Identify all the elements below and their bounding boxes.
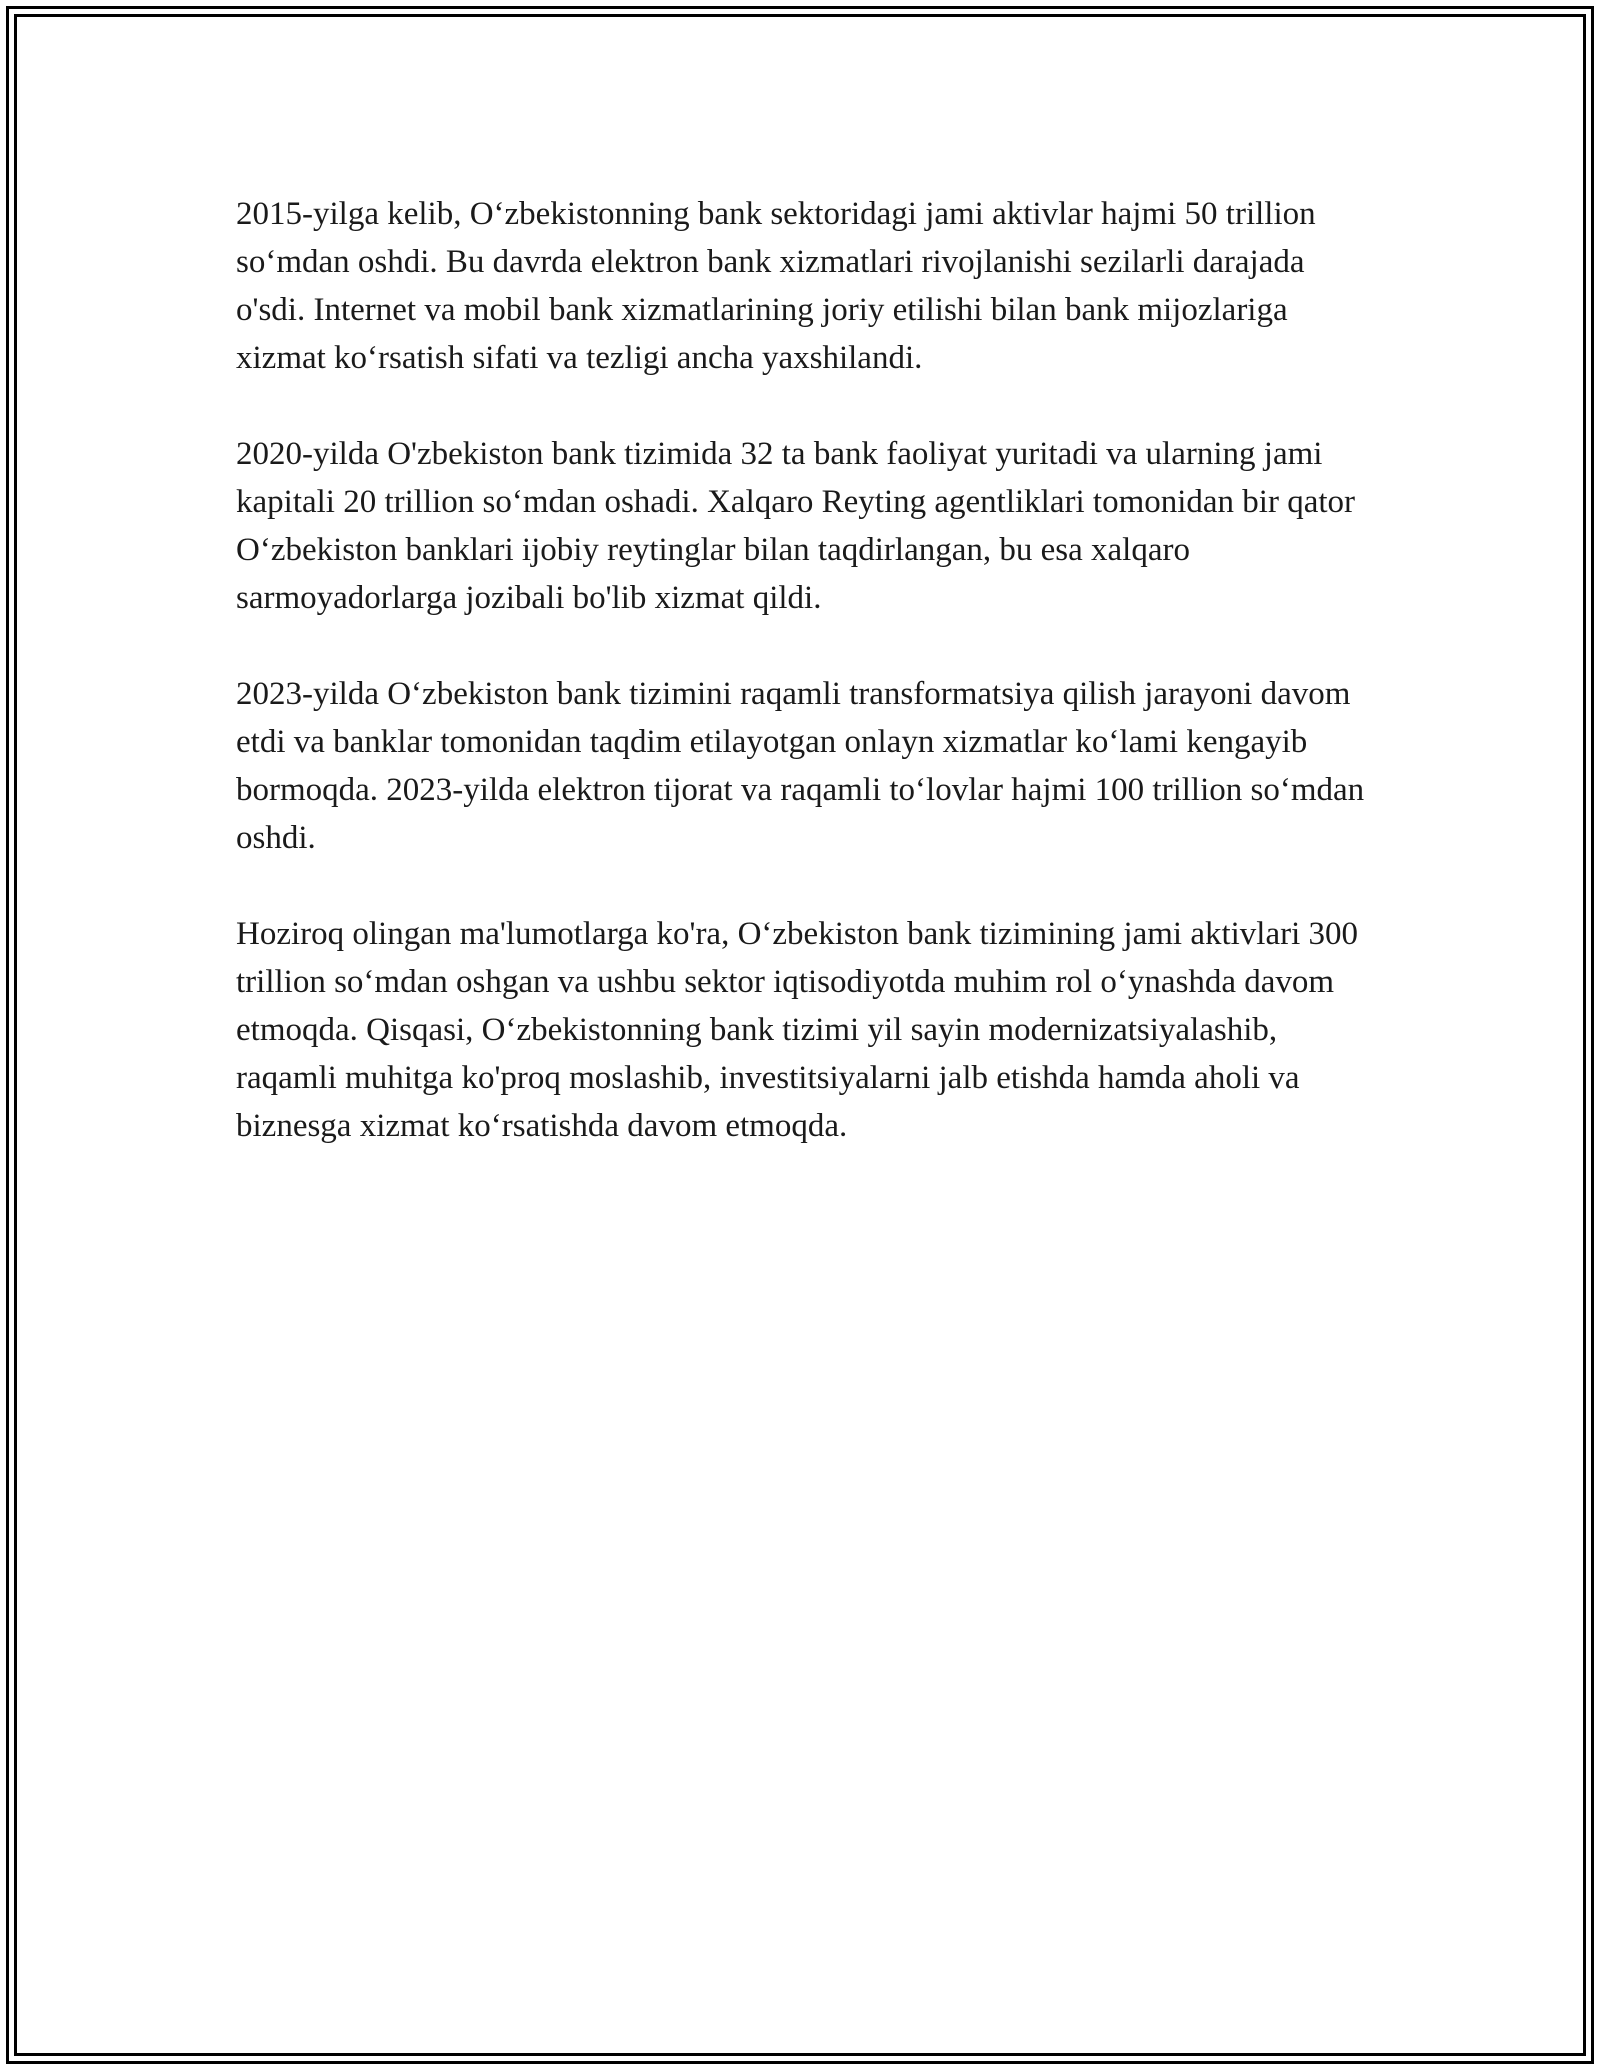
document-body xyxy=(236,190,1366,1198)
paragraph-2015: 2015-yilga kelib, O‘zbekistonning bank sektoridagi jami aktivlar hajmi 50 trillion so‘mdan oshdi. Bu davrda elektron bank xizmatlari rivojlanishi sezilarli darajada o'sdi. Internet va mobil bank xizmatlarining joriy etilishi bilan bank mijozlariga xizmat ko‘rsatish sifati va tezligi ancha yaxshilandi. xyxy=(236,196,1316,376)
paragraph-2020: 2020-yilda O'zbekiston bank tizimida 32 ta bank faoliyat yuritadi va ularning jami kapitali 20 trillion so‘mdan oshadi. Xalqaro Reyting agentliklari tomonidan bir qator O‘zbekiston banklari ijobiy reytinglar bilan taqdirlangan, bu esa xalqaro sarmoyadorlarga jozibali bo'lib xizmat qildi. xyxy=(236,436,1356,616)
paragraph-2023: 2023-yilda O‘zbekiston bank tizimini raqamli transformatsiya qilish jarayoni davom etdi va banklar tomonidan taqdim etilayotgan onlayn xizmatlar ko‘lami kengayib bormoqda. 2023-yilda elektron tijorat va raqamli to‘lovlar hajmi 100 trillion so‘mdan oshdi. xyxy=(236,676,1365,856)
paragraph-current: Hoziroq olingan ma'lumotlarga ko'ra, O‘zbekiston bank tizimining jami aktivlari 300 trillion so‘mdan oshgan va ushbu sektor iqtisodiyotda muhim rol o‘ynashda davom etmoqda. Qisqasi, O‘zbekistonning bank tizimi yil sayin modernizatsiyalashib, raqamli muhitga ko'proq moslashib, investitsiyalarni jalb etishda hamda aholi va biznesga xizmat ko‘rsatishda davom etmoqda. xyxy=(236,916,1359,1144)
